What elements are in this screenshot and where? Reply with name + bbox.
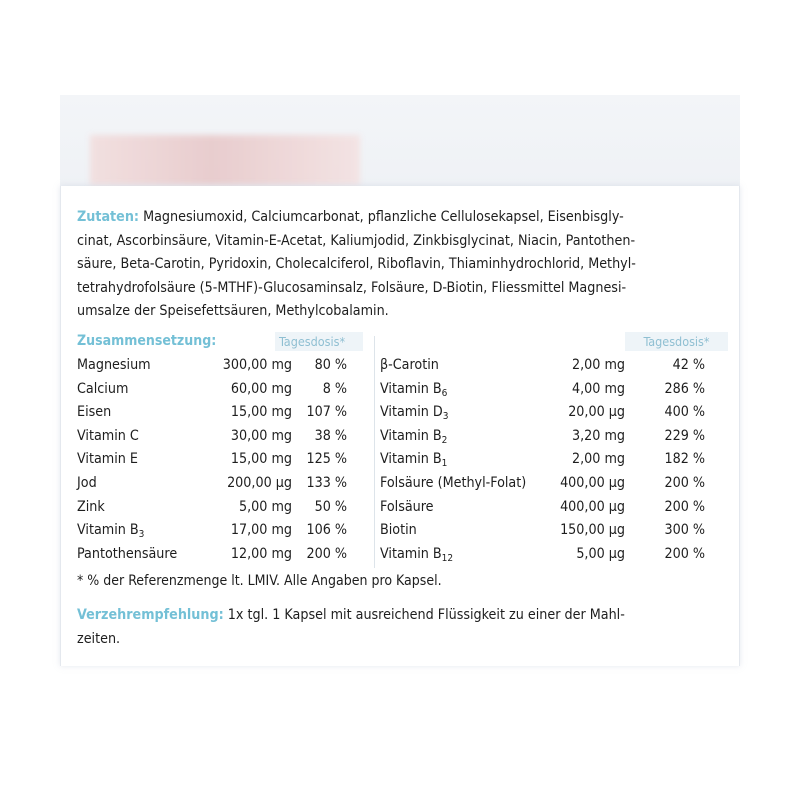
nutrient-row [380,448,705,472]
reference-footnote: * % der Referenzmenge lt. LMIV. Alle Angaben pro Kapsel. [77,573,442,589]
nutrient-amount: 5,00 µg [576,545,625,562]
nutrient-daily-percent: 400 % [664,404,705,421]
ingredients-line: umsalze der Speisefettsäuren, Methylcobalamin. [77,303,389,319]
daily-dose-header-left: Tagesdosis* [275,332,363,351]
nutrient-name-text: β-Carotin [380,357,439,373]
nutrient-amount: 17,00 mg [230,522,292,539]
nutrient-name [380,354,560,378]
nutrient-row [77,543,347,567]
nutrient-row [77,472,347,496]
nutrient-name-text: Vitamin B [380,451,442,468]
nutrient-amount: 200,00 µg [227,474,292,491]
nutrient-daily-percent: 8 % [322,380,347,397]
package-pink-band [90,135,360,185]
usage-heading: Verzehrempfehlung: [77,607,224,623]
nutrient-name-text: Vitamin B [380,427,442,444]
nutrient-amount: 5,00 mg [238,498,292,515]
nutrient-name-text: Vitamin D [380,404,443,421]
nutrient-daily-percent: 300 % [664,522,705,539]
nutrient-amount: 400,00 µg [560,498,625,515]
nutrient-amount: 400,00 µg [560,474,625,491]
nutrient-row [380,425,705,449]
nutrient-daily-percent: 229 % [664,427,705,444]
nutrient-daily-percent: 133 % [306,474,347,491]
nutrient-amount: 20,00 µg [568,404,625,421]
nutrient-name [77,496,189,520]
column-divider [374,336,375,568]
nutrient-name [380,543,560,567]
nutrient-name [77,354,189,378]
usage-text: 1x tgl. 1 Kapsel mit ausreichend Flüssigkeit zu einer der Mahl- [227,607,625,623]
nutrient-name [380,519,560,543]
nutrient-row [77,378,347,402]
nutrient-name-text: Pantothensäure [77,545,178,562]
ingredients-line: tetrahydrofolsäure (5-MTHF)-Glucosaminsalz, Folsäure, D-Biotin, Fliessmittel Magnesi- [77,279,627,296]
composition-column-right [380,330,725,566]
nutrient-row [380,519,705,543]
nutrient-row [77,354,347,378]
nutrient-amount: 15,00 mg [230,451,292,468]
nutrient-amount: 3,20 mg [571,427,625,444]
nutrient-amount: 2,00 mg [571,357,625,373]
nutrient-name-text: Calcium [77,380,129,397]
composition-column-left [77,330,347,566]
nutrient-name [380,401,560,425]
ingredients-text [77,206,729,324]
nutrient-name [77,378,189,402]
nutrient-amount: 15,00 mg [230,404,292,421]
ingredients-line: säure, Beta-Carotin, Pyridoxin, Cholecalciferol, Riboflavin, Thiaminhydrochlorid, Methyl- [77,256,636,272]
nutrient-daily-percent: 42 % [672,357,705,373]
nutrient-name-text: Jod [77,474,97,491]
composition-header-right [380,330,725,354]
nutrient-name [380,496,560,520]
nutrient-row [77,448,347,472]
nutrient-row [77,401,347,425]
nutrient-name-text: Vitamin B [380,380,442,397]
nutrient-amount: 2,00 mg [571,451,625,468]
nutrient-amount: 300,00 mg [222,357,292,373]
nutrient-subscript: 3 [138,529,145,541]
nutrient-name [77,472,189,496]
nutrient-daily-percent: 107 % [306,404,347,421]
nutrient-daily-percent: 38 % [314,427,347,444]
nutrient-name [380,425,560,449]
nutrient-name-text: Vitamin B [77,522,139,539]
nutrient-subscript: 1 [441,458,448,470]
nutrient-daily-percent: 286 % [664,380,705,397]
ingredients-section [77,206,729,324]
nutrient-amount: 30,00 mg [230,427,292,444]
nutrient-row [77,519,347,543]
nutrient-name-text: Magnesium [77,357,151,373]
nutrient-amount: 12,00 mg [230,545,292,562]
composition-table-right [380,354,705,566]
composition-header-left [77,330,347,354]
nutrient-daily-percent: 200 % [664,498,705,515]
nutrient-daily-percent: 80 % [314,357,347,373]
nutrient-name [77,519,189,543]
nutrient-name [380,448,560,472]
nutrient-row [380,472,705,496]
nutrient-name-text: Biotin [380,522,417,539]
nutrient-subscript: 12 [441,552,454,564]
ingredients-line: cinat, Ascorbinsäure, Vitamin-E-Acetat, Kaliumjodid, Zinkbisglycinat, Niacin, Pantothen- [77,232,636,249]
nutrient-daily-percent: 200 % [664,545,705,562]
composition-table-left [77,354,347,566]
usage-text-continued: zeiten. [77,630,121,647]
nutrient-name-text: Vitamin C [77,427,139,444]
nutrient-row [380,378,705,402]
nutrient-amount: 60,00 mg [230,380,292,397]
nutrient-name-text: Vitamin B [380,545,442,562]
nutrient-daily-percent: 106 % [306,522,347,539]
nutrient-subscript: 2 [441,434,448,446]
nutrient-daily-percent: 50 % [314,498,347,515]
nutrient-daily-percent: 182 % [664,451,705,468]
nutrient-subscript: 6 [441,387,448,399]
nutrient-daily-percent: 125 % [306,451,347,468]
nutrient-name-text: Eisen [77,404,112,421]
nutrient-row [380,354,705,378]
nutrient-name-text: Vitamin E [77,451,138,468]
nutrient-name [77,448,189,472]
nutrient-name [77,401,189,425]
composition-heading: Zusammensetzung: [77,333,217,349]
nutrient-subscript: 3 [442,411,449,423]
nutrient-row [77,425,347,449]
usage-section [77,604,727,651]
daily-dose-header-right: Tagesdosis* [625,332,728,351]
nutrient-row [380,543,705,567]
ingredients-line: Magnesiumoxid, Calciumcarbonat, pflanzliche Cellulosekapsel, Eisenbisgly- [143,209,624,225]
nutrient-amount: 150,00 µg [560,522,625,539]
nutrient-row [77,496,347,520]
ingredients-heading: Zutaten: [77,209,140,225]
nutrient-name [77,425,189,449]
nutrient-daily-percent: 200 % [664,474,705,491]
nutrient-daily-percent: 200 % [306,545,347,562]
nutrient-amount: 4,00 mg [571,380,625,397]
nutrient-name-text: Folsäure [380,498,434,515]
nutrient-name-text: Folsäure (Methyl-Folat) [380,474,527,491]
nutrient-name [77,543,189,567]
nutrient-name [380,472,560,496]
nutrient-name-text: Zink [77,498,105,515]
nutrient-row [380,401,705,425]
nutrient-name [380,378,560,402]
nutrient-row [380,496,705,520]
